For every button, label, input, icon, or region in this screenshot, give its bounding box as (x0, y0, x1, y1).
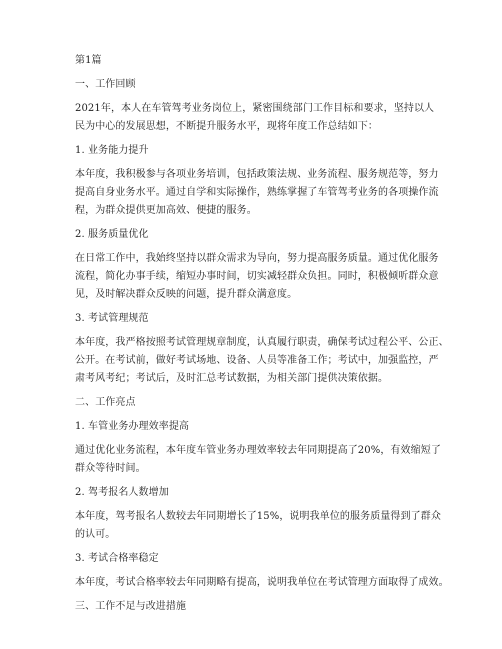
paragraph-line: 本年度，驾考报名人数较去年同期增长了15%，说明我单位的服务质量得到了群众 (75, 511, 441, 522)
paragraph-line: 见，及时解决群众反映的问题，提升群众满意度。 (75, 289, 298, 300)
paragraph-line: 民为中心的发展思想，不断提升服务水平，现将年度工作总结如下： (75, 121, 378, 132)
subheading: 2. 服务质量优化 (75, 229, 149, 240)
paragraph-line: 通过优化业务流程，本年度车管业务办理效率较去年同期提高了20%，有效缩短了 (75, 445, 441, 456)
subheading: 3. 考试合格率稳定 (75, 553, 159, 564)
section-heading-2: 二、工作亮点 (75, 397, 136, 408)
subheading: 2. 驾考报名人数增加 (75, 487, 169, 498)
paragraph-line: 公开。在考试前，做好考试场地、设备、人员等准备工作；考试中，加强监控，严 (75, 355, 439, 366)
paragraph-line: 在日常工作中，我始终坚持以群众需求为导向，努力提高服务质量。通过优化服务 (75, 253, 439, 264)
subheading: 1. 业务能力提升 (75, 145, 149, 156)
paragraph-line: 提高自身业务水平。通过自学和实际操作，熟练掌握了车管驾考业务的各项操作流 (75, 187, 439, 198)
paragraph-line: 本年度，我严格按照考试管理规章制度，认真履行职责，确保考试过程公平、公正、 (75, 337, 449, 348)
paragraph-line: 本年度，我积极参与各项业务培训，包括政策法规、业务流程、服务规范等，努力 (75, 169, 439, 180)
paragraph-line: 流程，简化办事手续，缩短办事时间，切实减轻群众负担。同时，积极倾听群众意 (75, 271, 439, 282)
paragraph-line: 本年度，考试合格率较去年同期略有提高，说明我单位在考试管理方面取得了成效。 (75, 577, 449, 588)
section-heading-3: 三、工作不足与改进措施 (75, 601, 187, 612)
section-heading-1: 一、工作回顾 (75, 79, 136, 90)
paragraph-line: 群众等待时间。 (75, 463, 146, 474)
part-title: 第1篇 (75, 55, 102, 66)
subheading: 3. 考试管理规范 (75, 313, 149, 324)
paragraph-line: 2021年，本人在车管驾考业务岗位上，紧密围绕部门工作目标和要求，坚持以人 (75, 103, 435, 114)
paragraph-line: 肃考风考纪；考试后，及时汇总考试数据，为相关部门提供决策依据。 (75, 373, 389, 384)
subheading: 1. 车管业务办理效率提高 (75, 421, 190, 432)
paragraph-line: 的认可。 (75, 529, 116, 540)
paragraph-line: 程，为群众提供更加高效、便捷的服务。 (75, 205, 257, 216)
